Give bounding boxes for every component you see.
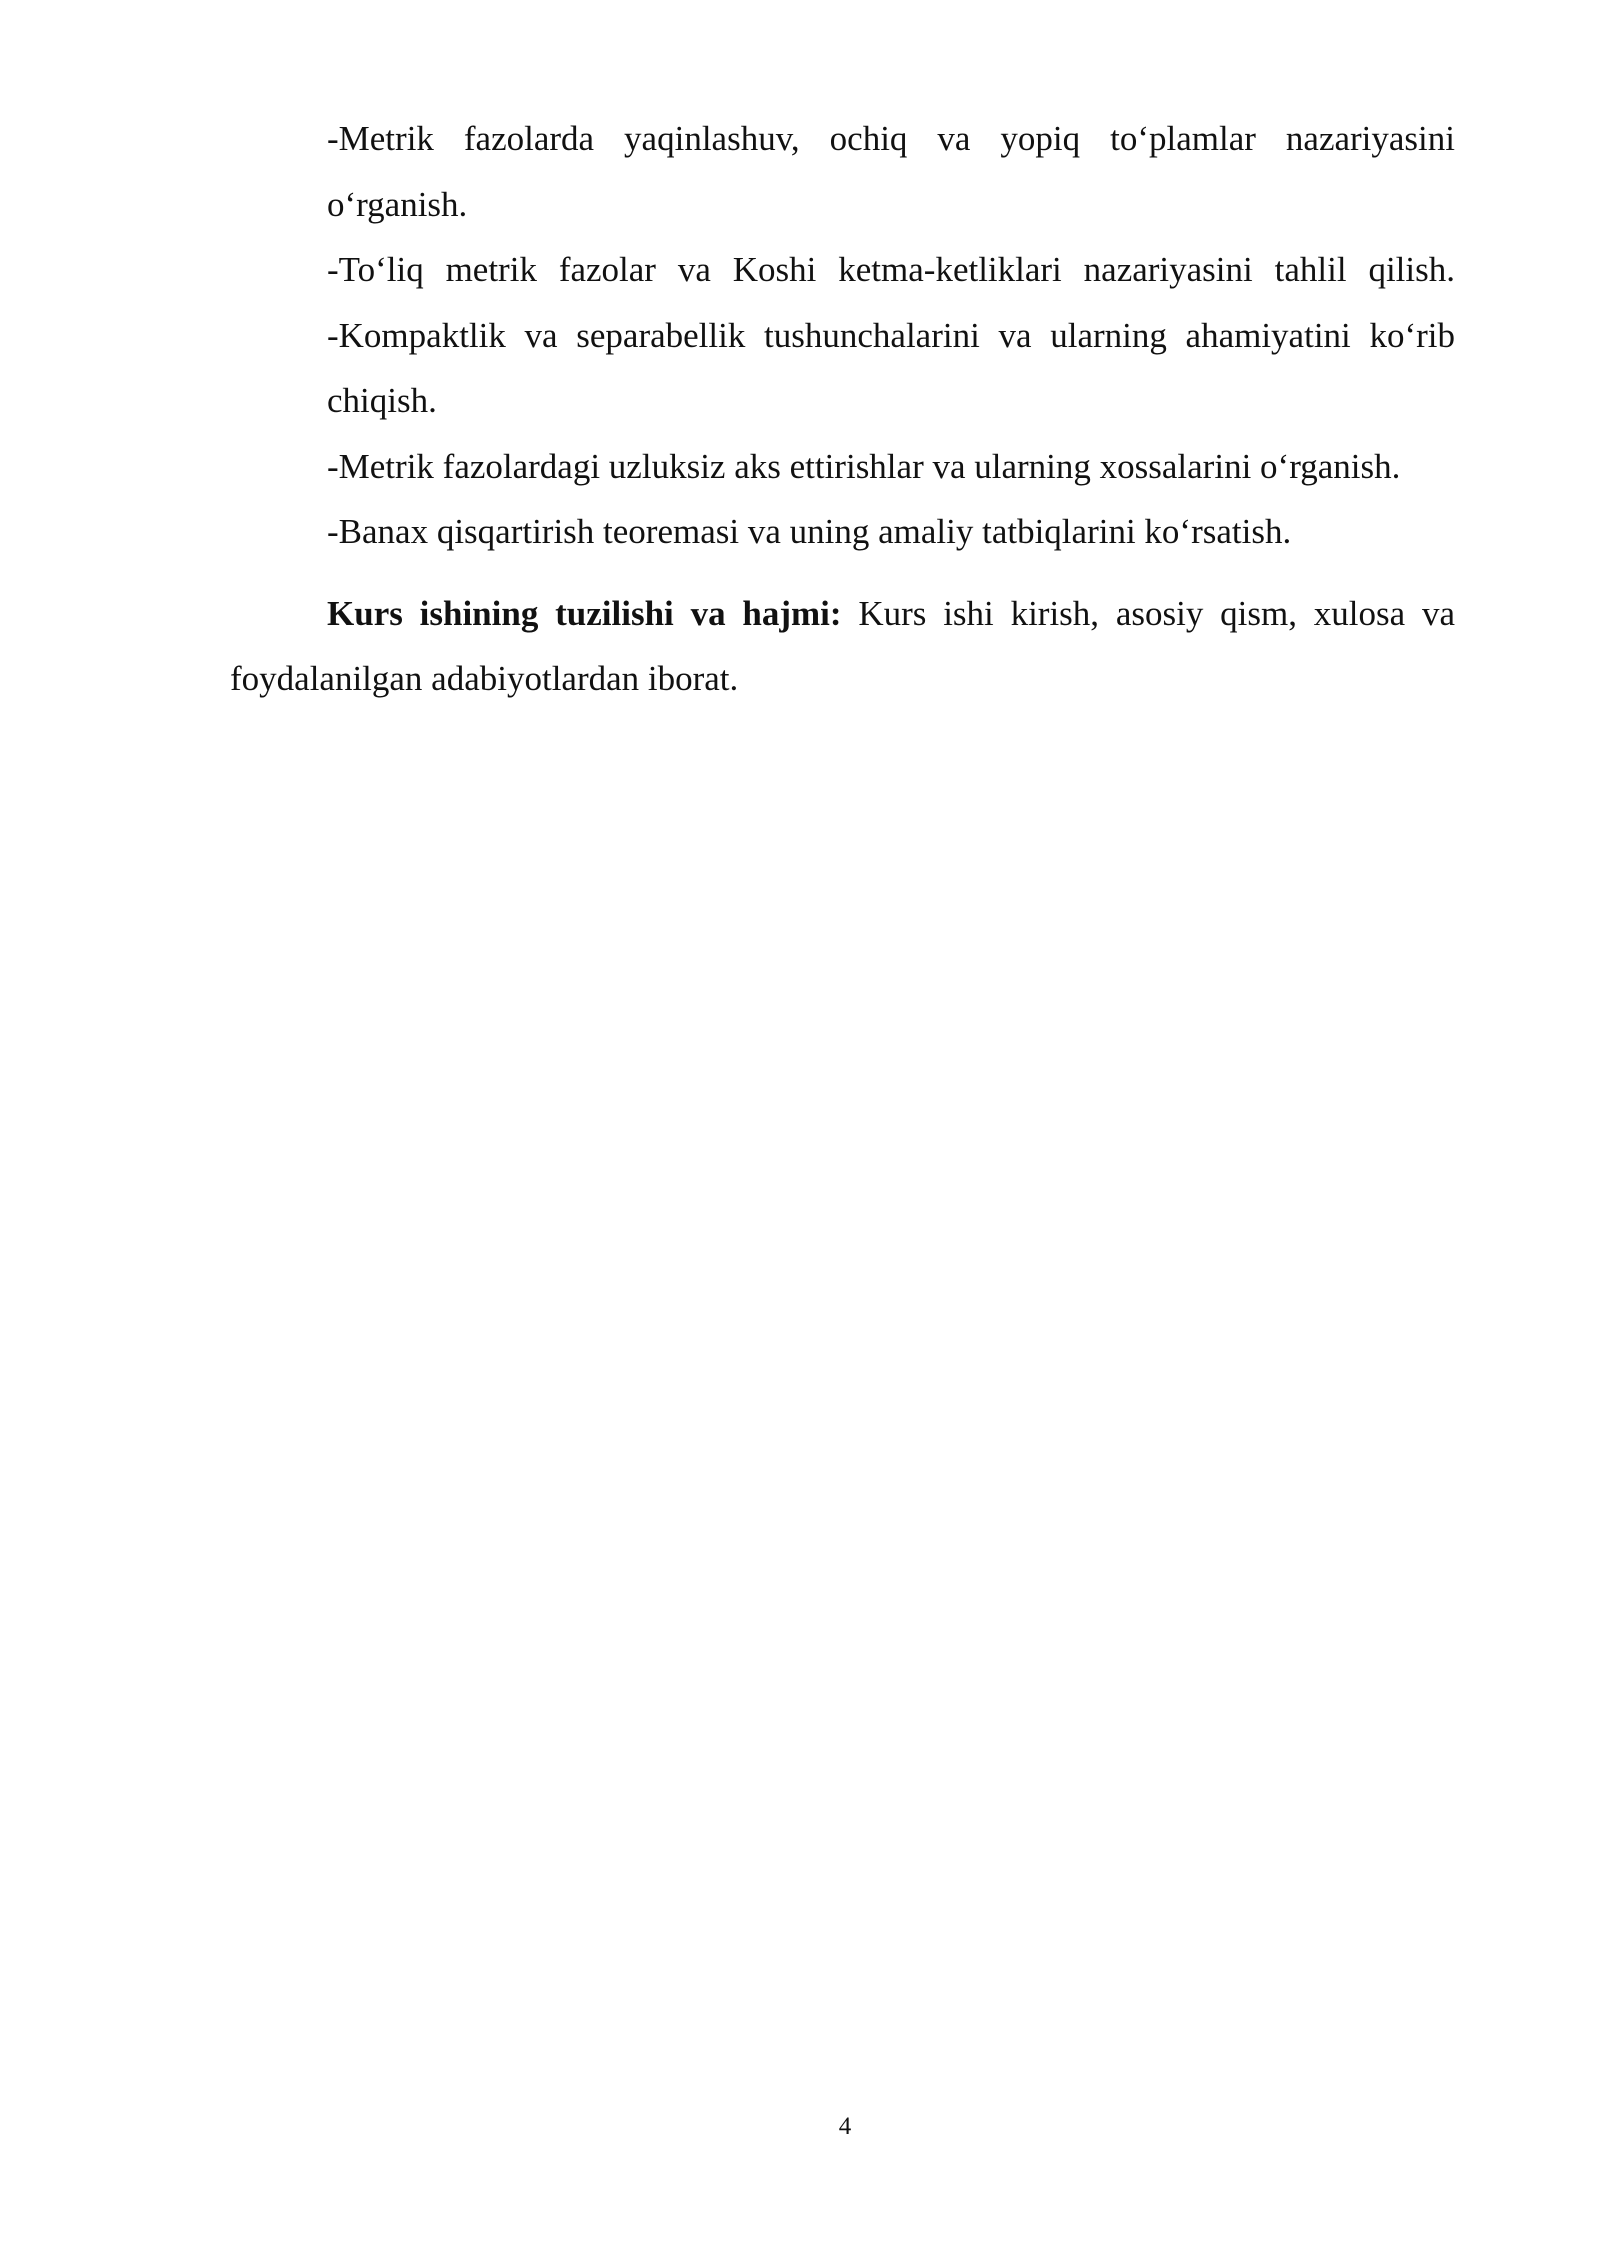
objective-item-1: -Metrik fazolarda yaqinlashuv, ochiq va yopiq to‘plamlar nazariyasini o‘rganish. [327, 119, 1455, 224]
objective-item-5: -Banax qisqartirish teoremasi va uning amaliy tatbiqlarini ko‘rsatish. [327, 512, 1292, 551]
page-content [230, 106, 1455, 712]
objective-item-3: -Kompaktlik va separabellik tushunchalarini va ularning ahamiyatini ko‘rib chiqish. [327, 315, 1455, 420]
objective-item-4: -Metrik fazolardagi uzluksiz aks ettirishlar va ularning xossalarini o‘rganish. [327, 446, 1401, 486]
course-structure-heading: Kurs ishining tuzilishi va hajmi: [327, 593, 842, 633]
course-structure-text: Kurs ishi kirish, asosiy qism, xulosa va foydalanilgan adabiyotlardan iborat. [230, 593, 1456, 698]
page-number: 4 [838, 2113, 852, 2140]
course-structure-paragraph [230, 581, 1455, 712]
objective-item-2: -To‘liq metrik fazolar va Koshi ketma-ketliklari nazariyasini tahlil qilish. [327, 250, 1455, 289]
